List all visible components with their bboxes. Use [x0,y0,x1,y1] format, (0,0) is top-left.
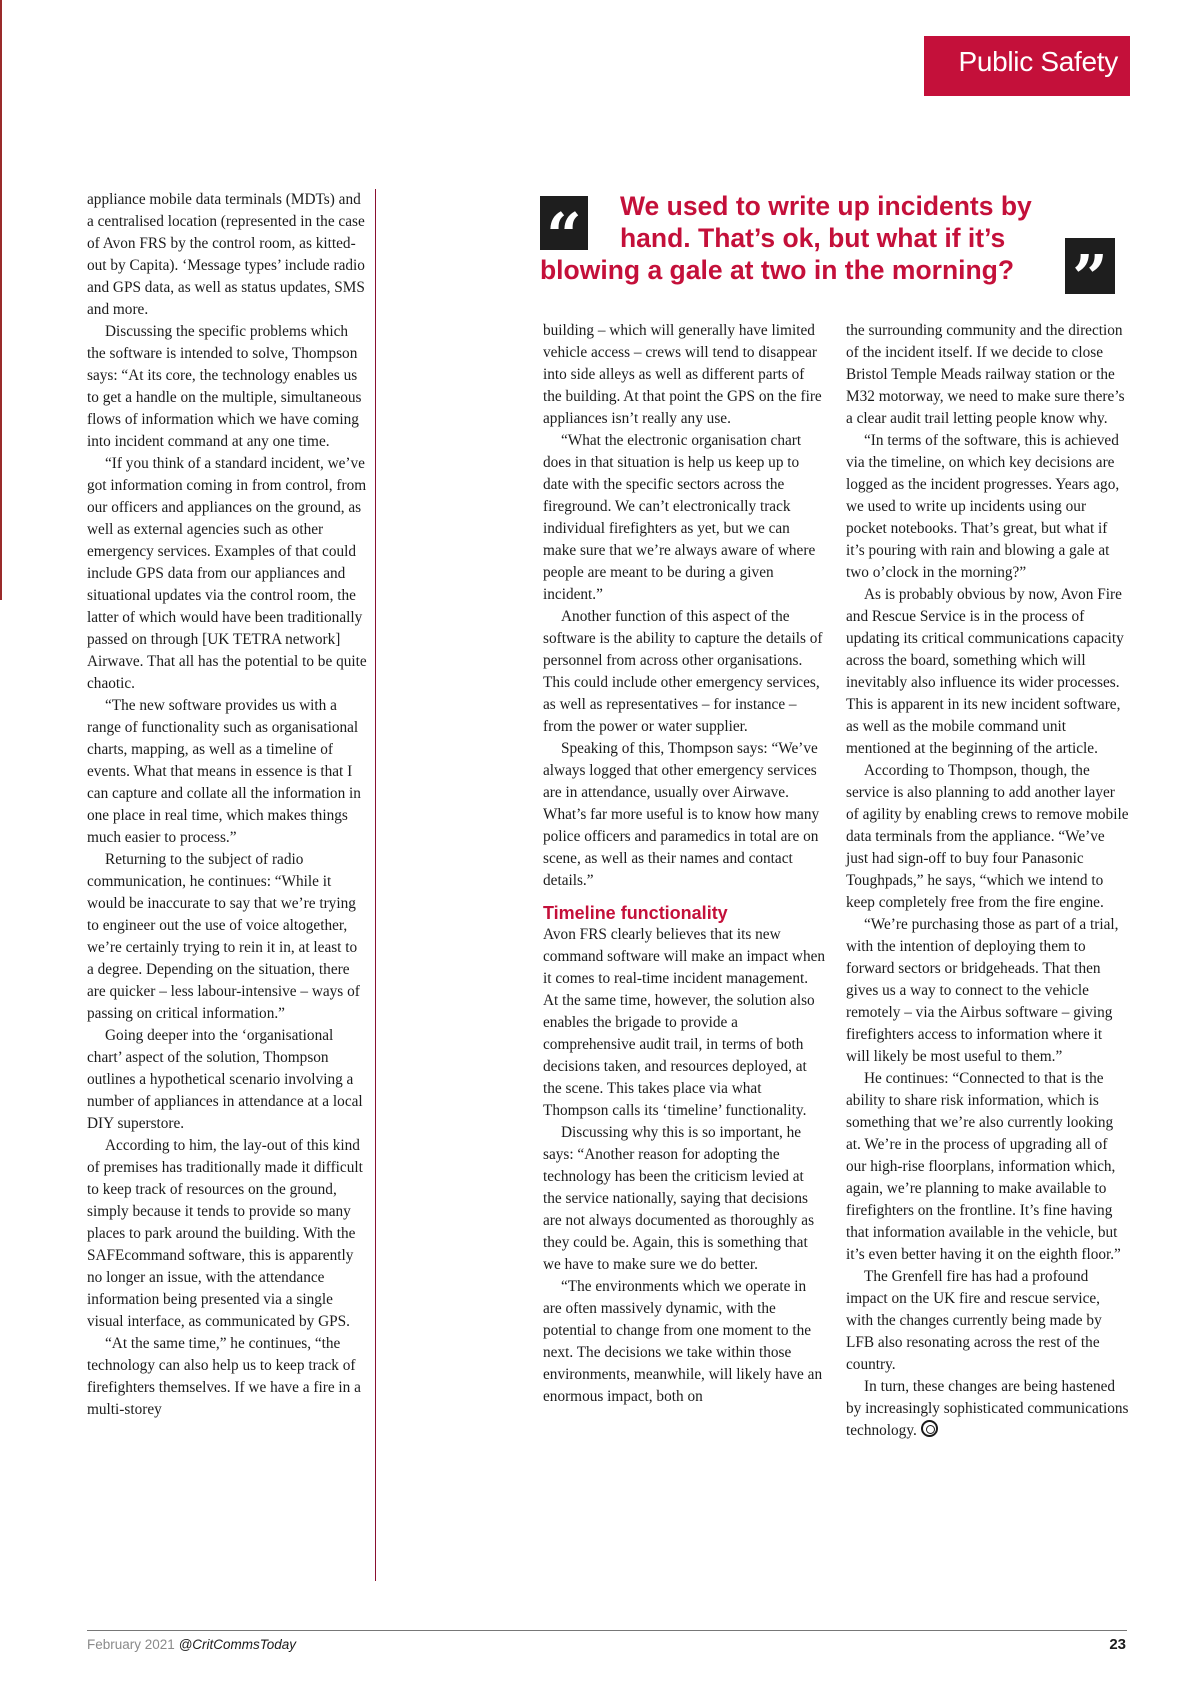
paragraph: According to Thompson, though, the service is also planning to add another layer of agility by enabling crews to remove mobile data terminals from the appliance. “We’ve just had sign-off to buy four Panasonic Toughpads,” he says, “which we intend to keep completely free from the fire engine. [846,762,1129,911]
paragraph: the surrounding community and the direction of the incident itself. If we decide to close Bristol Temple Meads railway station or the M32 motorway, we need to make sure there’s a clear audit trail letting people know why. [846,322,1125,427]
footer-date: February 2021 [87,1637,175,1652]
paragraph: Returning to the subject of radio communication, he continues: “While it would be inaccurate to say that we’re trying to engineer out the use of voice altogether, we’re certainly trying to rein it in, at least to a degree. Depending on the situation, there are quicker – less labour-intensive – ways of passing on critical information.” [87,851,360,1022]
paragraph: “If you think of a standard incident, we’ve got information coming in from control, from our officers and appliances on the ground, as well as external agencies such as other emergency services. Examples of that could include GPS data from our appliances and situational updates via the control room, the latter of which would have been traditionally passed on through [UK TETRA network] Airwave. That all has the potential to be quite chaotic. [87,455,367,692]
article-column-1 [87,189,367,1421]
pull-quote-line: hand. That’s ok, but what if it’s [620,223,1006,253]
paragraph: He continues: “Connected to that is the ability to share risk information, which is something that we’re also currently looking at. We’re in the process of upgrading all of our high-rise floorplans, information which, again, we’re planning to make available to firefighters on the frontline. It’s fine having that information available in the vehicle, but it’s even better having it on the eighth floor.” [846,1070,1121,1263]
paragraph: The Grenfell fire has had a profound impact on the UK fire and rescue service, with the changes currently being made by LFB also resonating across the rest of the country. [846,1268,1102,1373]
paragraph: Another function of this aspect of the software is the ability to capture the details of personnel from across other organisations. This could include other emergency services, as well as representatives – for instance – from the power or water supplier. [543,608,823,735]
page-number: 23 [1109,1636,1126,1653]
paragraph: Discussing why this is so important, he says: “Another reason for adopting the technology has been the criticism levied at the service nationally, saying that decisions are not always documented as thoroughly as they could be. Again, this is something that we have to make sure we do better. [543,1124,815,1273]
footer-handle: @CritCommsToday [178,1637,297,1652]
article-column-2 [543,320,826,1408]
paragraph: “The new software provides us with a range of functionality such as organisational charts, mapping, as well as a timeline of events. What that means in essence is that I can capture and collate all the information in one place in real time, which makes things much easier to process.” [87,697,361,846]
column-divider [375,189,376,1581]
paragraph: “The environments which we operate in are often massively dynamic, with the potential to change from one moment to the next. The decisions we take within those environments, meanwhile, will likely have an enormous impact, both on [543,1278,823,1405]
paragraph: “We’re purchasing those as part of a trial, with the intention of deploying them to forward sectors or bridgeheads. That then gives us a way to connect to the vehicle remotely – via the Airbus software – giving firefighters access to information where it will likely be most useful to them.” [846,916,1119,1065]
paragraph: “What the electronic organisation chart does in that situation is help us keep up to date with the specific sectors across the fireground. We can’t electronically track individual firefighters as yet, but we can make sure that we’re always aware of where people are meant to be during a given incident.” [543,432,816,603]
paragraph: “In terms of the software, this is achieved via the timeline, on which key decisions are logged as the incident progresses. Years ago, we used to write up incidents using our pocket notebooks. That’s great, but what if it’s pouring with rain and blowing a gale at two o’clock in the morning?” [846,432,1120,581]
section-label: Public Safety [958,46,1118,77]
paragraph: Avon FRS clearly believes that its new command software will make an impact when it comes to real-time incident management. At the same time, however, the solution also enables the brigade to provide a comprehensive audit trail, in terms of both decisions taken, and resources deployed, at the scene. This takes place via what Thompson calls its ‘timeline’ functionality. [543,926,826,1119]
paragraph: “At the same time,” he continues, “the technology can also help us to keep track of firefighters themselves. If we have a fire in a multi-storey [87,1335,361,1418]
paragraph: Speaking of this, Thompson says: “We’ve always logged that other emergency services are in attendance, usually over Airwave. What’s far more useful is to know how many police officers and paramedics in total are on scene, as well as their names and contact details.” [543,740,820,889]
article-column-3 [846,320,1129,1442]
end-of-article-icon [921,1420,938,1437]
paragraph: According to him, the lay-out of this kind of premises has traditionally made it difficult to keep track of resources on the ground, simply because it tends to provide so many places to park around the building. With the SAFEcommand software, this is apparently no longer an issue, with the attendance information being presented via a single visual interface, as communicated by GPS. [87,1137,363,1330]
paragraph: Going deeper into the ‘organisational chart’ aspect of the solution, Thompson outlines a hypothetical scenario involving a number of appliances in attendance at a local DIY superstore. [87,1027,363,1132]
open-quote-icon: “ [540,196,588,250]
left-edge-rule [0,0,2,600]
paragraph: appliance mobile data terminals (MDTs) and a centralised location (represented in the case of Avon FRS by the control room, as kitted-out by Capita). ‘Message types’ include radio and GPS data, as well as status updates, SMS and more. [87,191,365,318]
section-subheading: Timeline functionality [543,903,728,923]
footer-credit [87,1637,296,1652]
section-tab [924,36,1130,96]
pull-quote [540,188,1120,298]
paragraph: As is probably obvious by now, Avon Fire and Rescue Service is in the process of updating its critical communications capacity across the board, something which will inevitably also influence its wider processes. This is apparent in its new incident software, as well as the mobile command unit mentioned at the beginning of the article. [846,586,1124,757]
footer-rule [87,1630,1127,1631]
paragraph-final [846,1376,1129,1442]
paragraph: building – which will generally have limited vehicle access – crews will tend to disappear into side alleys as well as different parts of the building. At that point the GPS on the fire appliances isn’t really any use. [543,322,822,427]
pull-quote-line: blowing a gale at two in the morning? [540,255,1015,285]
paragraph: Discussing the specific problems which the software is intended to solve, Thompson says: “At its core, the technology enables us to get a handle on the multiple, simultaneous flows of information which we have coming into incident command at any one time. [87,323,362,450]
close-quote-icon: ” [1065,238,1115,294]
paragraph-text: In turn, these changes are being hastened by increasingly sophisticated communications technology. [846,1378,1129,1439]
pull-quote-line: We used to write up incidents by [620,191,1032,221]
